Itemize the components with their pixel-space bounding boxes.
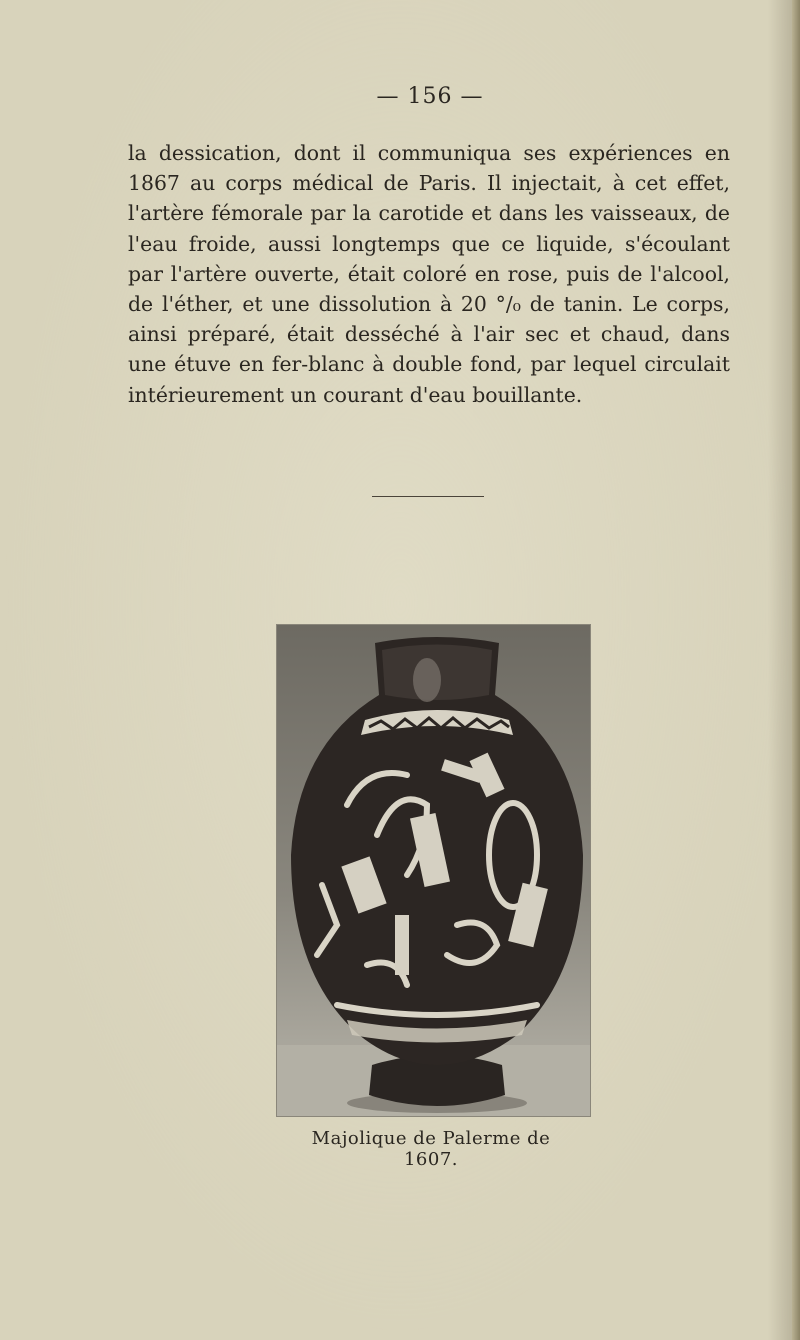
majolica-vase-illustration (277, 625, 590, 1116)
page-number: — 156 — (376, 84, 484, 109)
section-divider (372, 496, 484, 497)
page-edge (792, 0, 800, 1340)
vase-photograph (276, 624, 591, 1117)
body-paragraph: la dessication, dont il communiqua ses expériences en 1867 au corps médical de Paris. Il injectait, à cet effet, l'artère fémorale par la carotide et dans les vaisseaux, de l'eau froide, aussi longtemps que ce liquide, s'écoulant par l'artère ouverte, était coloré en rose, puis de l'alcool, de l'éther, et une dissolution à 20 °/₀ de tanin. Le corps, ainsi préparé, était desséché à l'air sec et chaud, dans une étuve en fer-blanc à double fond, par lequel circulait intérieurement un courant d'eau bouillante. (128, 141, 730, 407)
figure-caption: Majolique de Palerme de 1607. (311, 1128, 551, 1170)
